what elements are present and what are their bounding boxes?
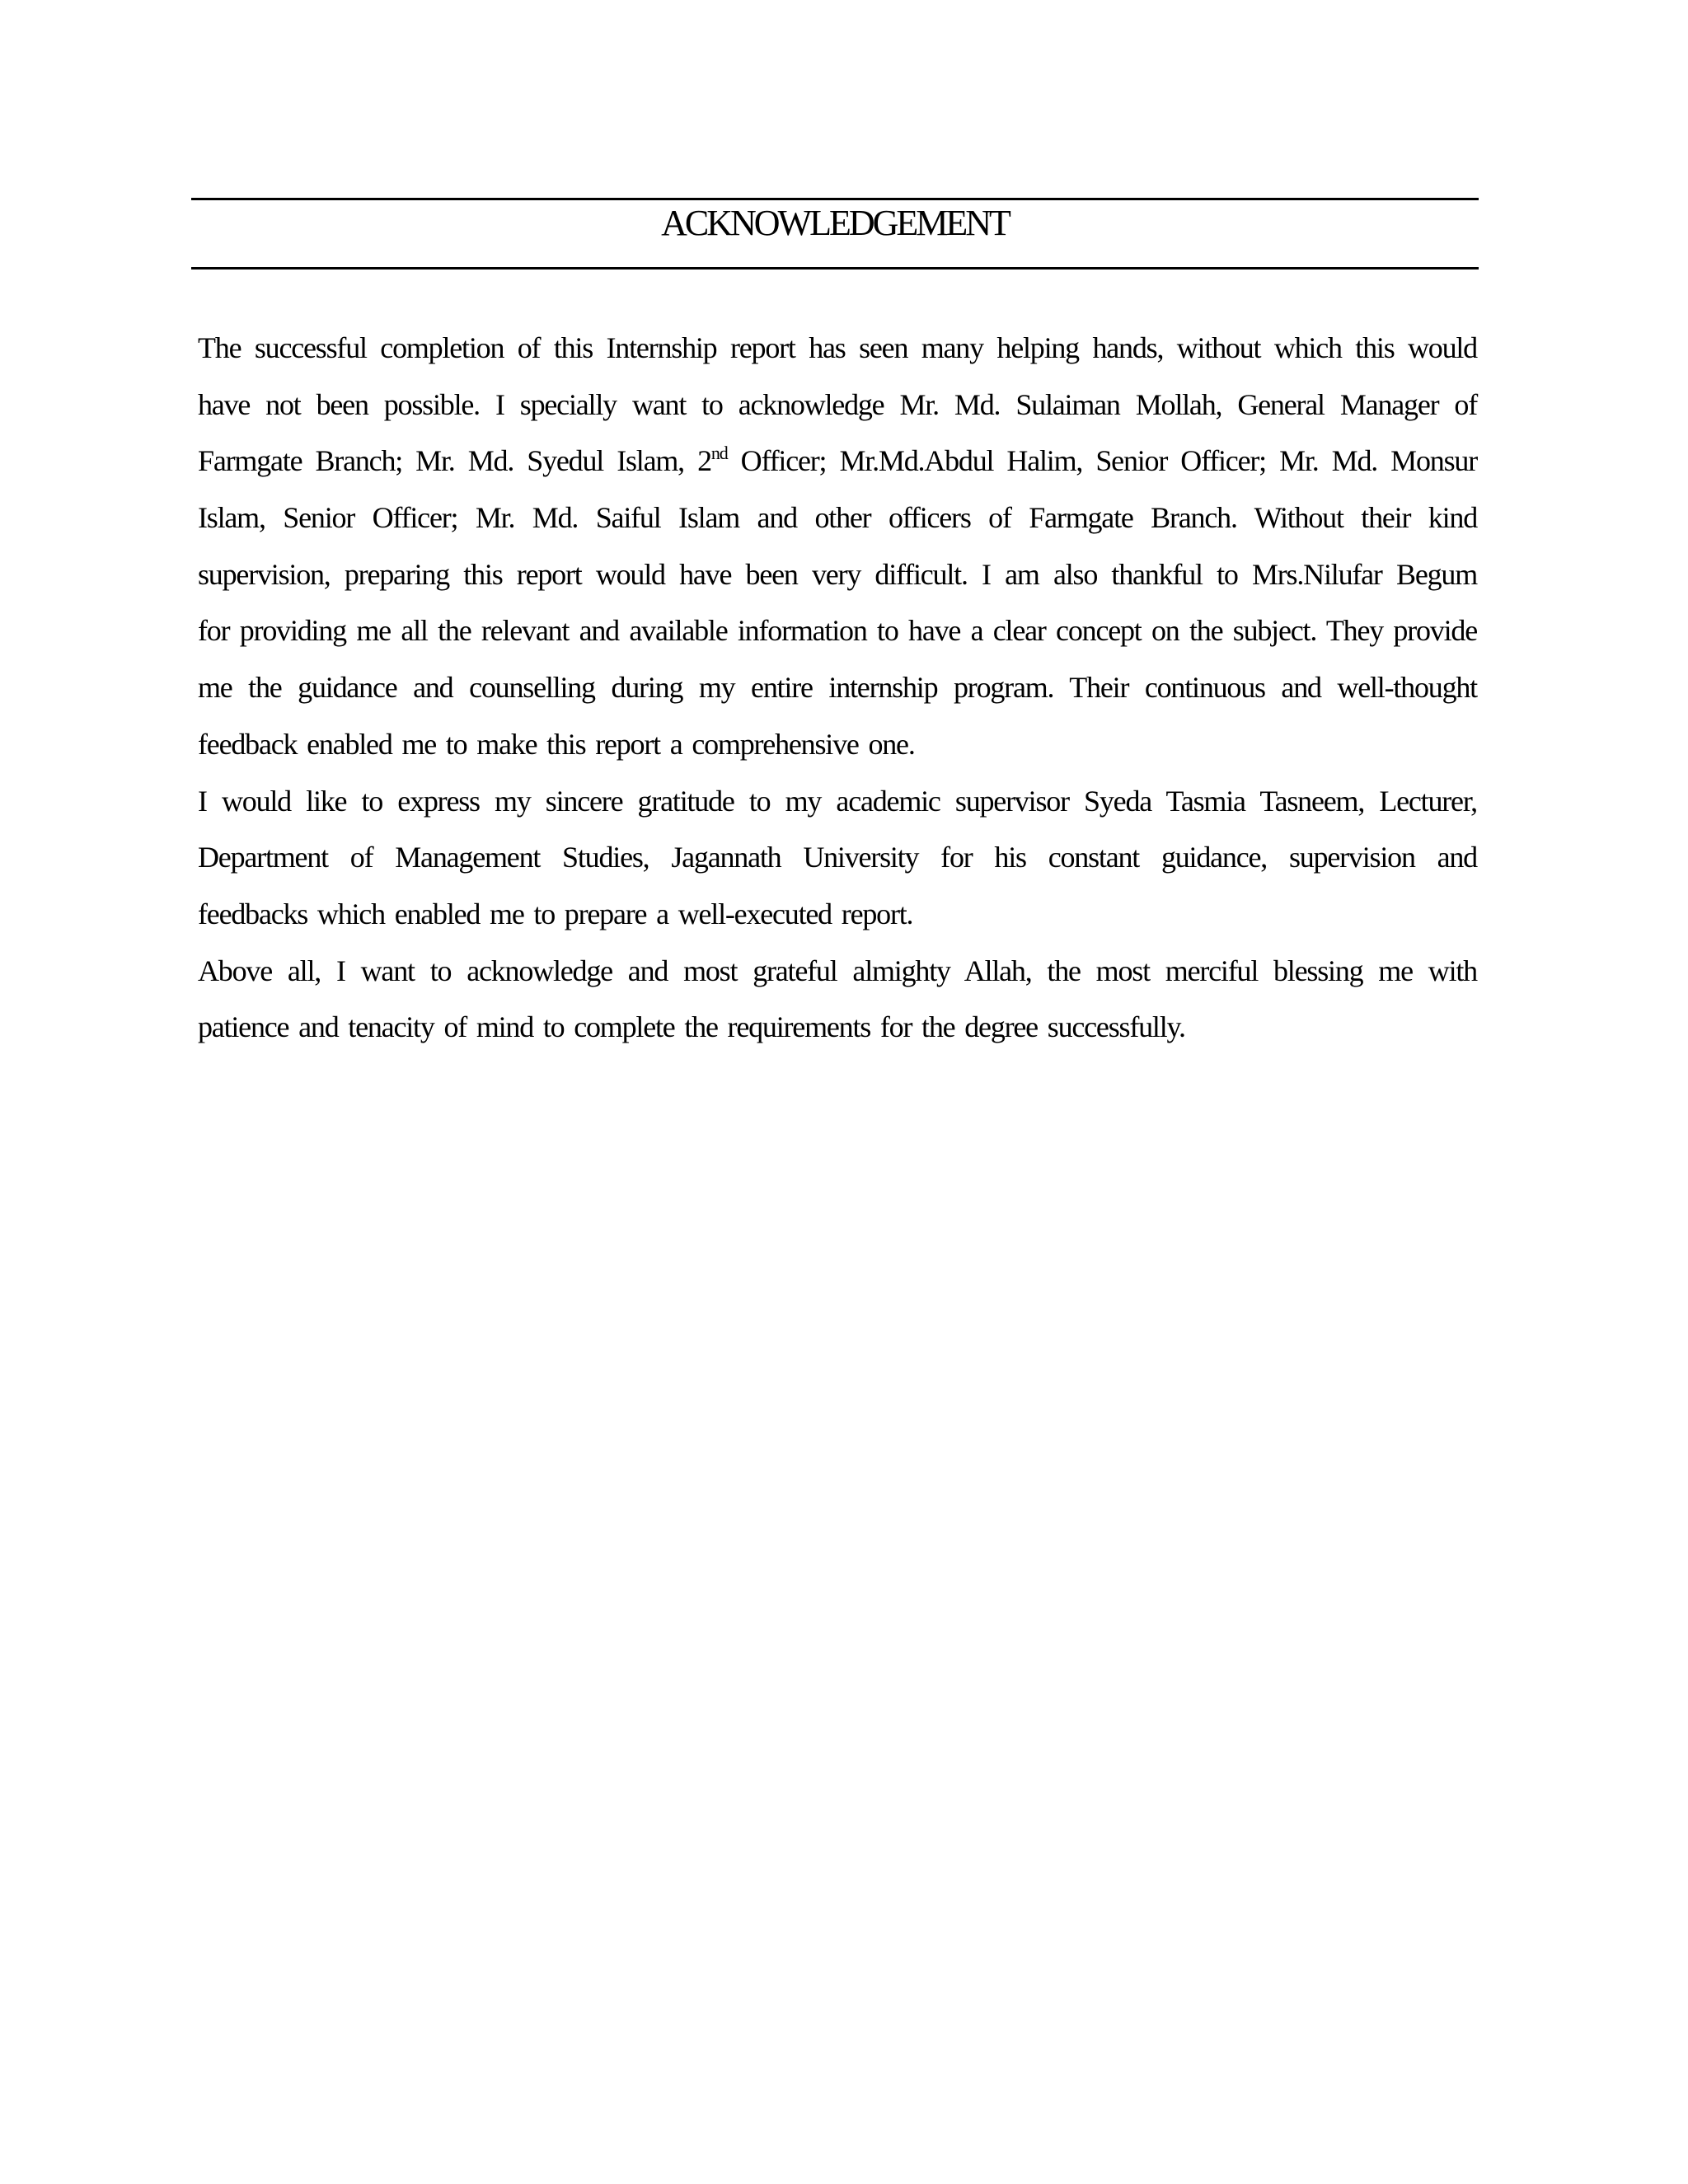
text-line-9: I would like to express my sincere gratitude to my academic supervisor Syeda Tasmia Tasneem, Lecturer,: [198, 784, 1477, 818]
acknowledgement-body: [198, 320, 1477, 1056]
text-line-3: [198, 433, 1477, 490]
text-line-12: Above all, I want to acknowledge and most grateful almighty Allah, the most merciful blessing me with: [198, 954, 1477, 987]
text-line-8: feedback enabled me to make this report a comprehensive one.: [198, 727, 915, 761]
heading-bottom-rule: [191, 267, 1479, 269]
text-line-13: patience and tenacity of mind to complete the requirements for the degree successfully.: [198, 1010, 1185, 1044]
text-line-10: Department of Management Studies, Jagannath University for his constant guidance, supervision and: [198, 841, 1477, 874]
text-line-6: for providing me all the relevant and available information to have a clear concept on the subject. They provide: [198, 614, 1477, 648]
text-line-5: supervision, preparing this report would have been very difficult. I am also thankful to Mrs.Nilufar Begum: [198, 557, 1477, 591]
ordinal-superscript: nd: [710, 443, 728, 464]
page-title: ACKNOWLEDGEMENT: [661, 203, 1009, 243]
text-line-1: The successful completion of this Internship report has seen many helping hands, without which this would: [198, 331, 1477, 364]
text-line-7: me the guidance and counselling during my entire internship program. Their continuous and well-thought: [198, 671, 1477, 705]
text-line-2: have not been possible. I specially want to acknowledge Mr. Md. Sulaiman Mollah, General Manager of: [198, 387, 1477, 421]
text-line-3-start: Farmgate Branch; Mr. Md. Syedul Islam, 2: [198, 444, 711, 478]
text-line-4: Islam, Senior Officer; Mr. Md. Saiful Islam and other officers of Farmgate Branch. Without their kind: [198, 501, 1477, 535]
text-line-11: feedbacks which enabled me to prepare a well-executed report.: [198, 897, 913, 930]
text-line-3-end: Officer; Mr.Md.Abdul Halim, Senior Officer; Mr. Md. Monsur: [727, 444, 1477, 478]
